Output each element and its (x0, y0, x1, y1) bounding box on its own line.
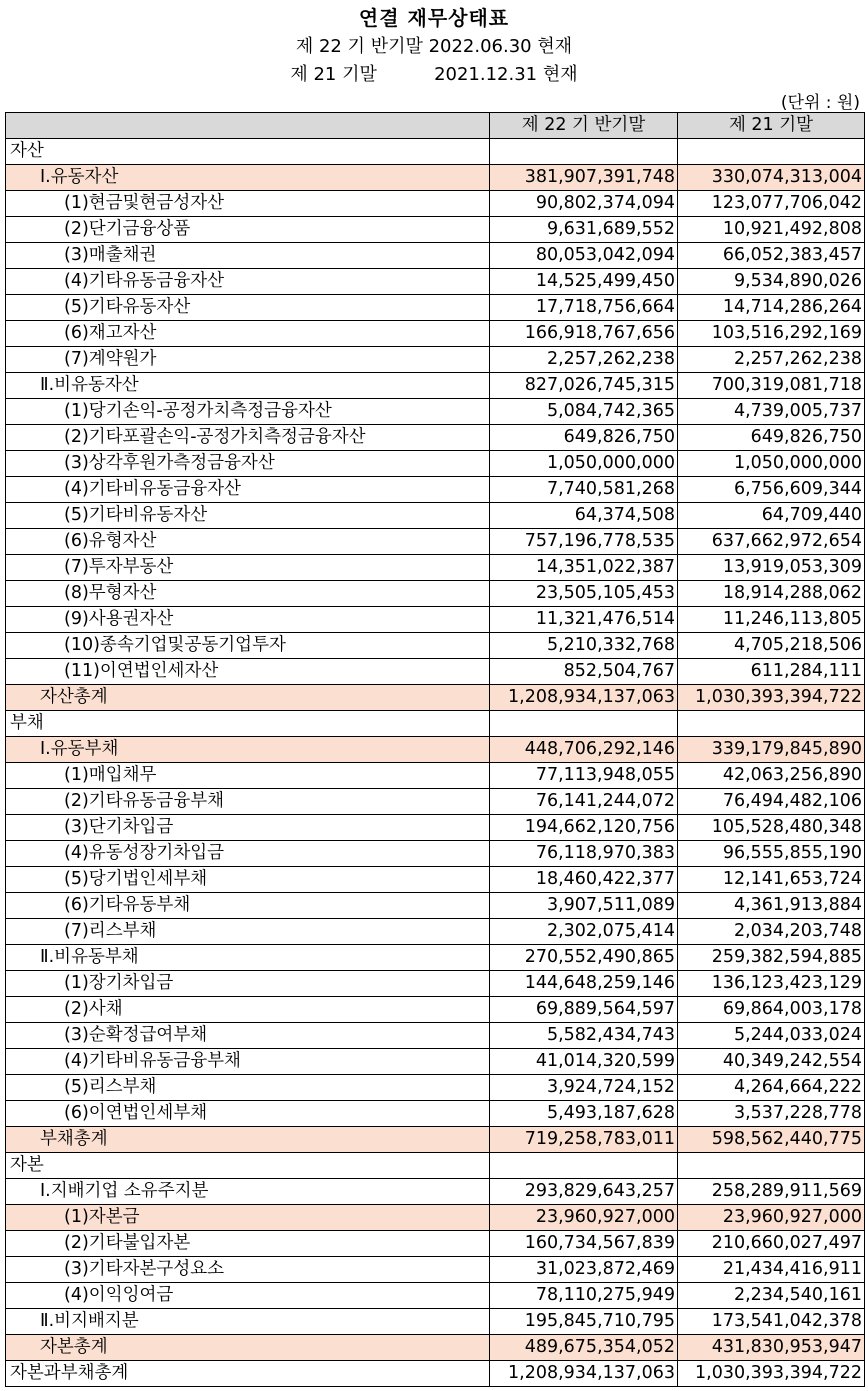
current-period-value-cell: 1,050,000,000 (490, 451, 678, 477)
current-period-value-cell (490, 139, 678, 165)
table-row (6, 581, 865, 607)
current-period-value-cell: 144,648,259,146 (490, 971, 678, 997)
account-name-cell: Ⅱ.비유동자산 (6, 373, 490, 399)
prior-period-value-cell: 1,030,393,394,722 (678, 685, 865, 711)
account-name-cell: (1)현금및현금성자산 (6, 191, 490, 217)
table-row (6, 399, 865, 425)
table-row (6, 139, 865, 165)
current-period-value-cell: 1,208,934,137,063 (490, 685, 678, 711)
current-period-value-cell: 80,053,042,094 (490, 243, 678, 269)
current-period-value-cell: 17,718,756,664 (490, 295, 678, 321)
account-name-cell: (5)리스부채 (6, 1075, 490, 1101)
account-name-cell: (6)기타유동부채 (6, 893, 490, 919)
account-name-cell: (2)기타포괄손익-공정가치측정금융자산 (6, 425, 490, 451)
current-period-value-cell: 649,826,750 (490, 425, 678, 451)
table-row (6, 1023, 865, 1049)
account-name-cell: 부채 (6, 711, 490, 737)
current-period-value-cell: 160,734,567,839 (490, 1231, 678, 1257)
table-row (6, 1049, 865, 1075)
current-period-value-cell: 14,525,499,450 (490, 269, 678, 295)
table-row (6, 555, 865, 581)
table-body (6, 139, 865, 1387)
prior-period-value-cell: 2,034,203,748 (678, 919, 865, 945)
table-row (6, 217, 865, 243)
table-row (6, 659, 865, 685)
prior-period-value-cell: 76,494,482,106 (678, 789, 865, 815)
account-name-cell: 자산 (6, 139, 490, 165)
table-row (6, 737, 865, 763)
account-name-cell: (11)이연법인세자산 (6, 659, 490, 685)
account-name-cell: 자본과부채총계 (6, 1361, 490, 1387)
current-period-value-cell: 827,026,745,315 (490, 373, 678, 399)
statement-header (0, 0, 868, 112)
current-period-value-cell: 18,460,422,377 (490, 867, 678, 893)
current-period-value-cell: 76,141,244,072 (490, 789, 678, 815)
table-row (6, 503, 865, 529)
account-name-cell: (6)이연법인세부채 (6, 1101, 490, 1127)
account-name-cell: (3)순확정급여부채 (6, 1023, 490, 1049)
table-row (6, 1335, 865, 1361)
table-header-row (6, 113, 865, 139)
prior-period-value-cell: 210,660,027,497 (678, 1231, 865, 1257)
account-name-cell: (8)무형자산 (6, 581, 490, 607)
table-row (6, 789, 865, 815)
table-row (6, 425, 865, 451)
prior-period-value-cell: 2,234,540,161 (678, 1283, 865, 1309)
account-name-cell: (3)상각후원가측정금융자산 (6, 451, 490, 477)
current-period-value-cell: 5,493,187,628 (490, 1101, 678, 1127)
prior-period-value-cell: 330,074,313,004 (678, 165, 865, 191)
current-period-value-cell: 852,504,767 (490, 659, 678, 685)
prior-period-value-cell: 649,826,750 (678, 425, 865, 451)
table-row (6, 1153, 865, 1179)
current-period-value-cell: 3,924,724,152 (490, 1075, 678, 1101)
current-period-value-cell: 2,302,075,414 (490, 919, 678, 945)
account-name-cell: 자본총계 (6, 1335, 490, 1361)
prior-period-value-cell: 637,662,972,654 (678, 529, 865, 555)
current-period-value-cell: 9,631,689,552 (490, 217, 678, 243)
prior-period-value-cell: 5,244,033,024 (678, 1023, 865, 1049)
account-name-cell: (5)기타유동자산 (6, 295, 490, 321)
table-row (6, 919, 865, 945)
account-name-cell: 자산총계 (6, 685, 490, 711)
account-name-cell: (1)당기손익-공정가치측정금융자산 (6, 399, 490, 425)
prior-period-value-cell: 4,361,913,884 (678, 893, 865, 919)
table-row (6, 477, 865, 503)
table-row (6, 165, 865, 191)
table-row (6, 633, 865, 659)
current-period-value-cell (490, 711, 678, 737)
table-row (6, 997, 865, 1023)
account-name-cell: Ⅰ.유동부채 (6, 737, 490, 763)
prior-period-value-cell: 123,077,706,042 (678, 191, 865, 217)
prior-period-value-cell: 21,434,416,911 (678, 1257, 865, 1283)
table-row (6, 1127, 865, 1153)
table-row (6, 529, 865, 555)
current-period-value-cell: 719,258,783,011 (490, 1127, 678, 1153)
account-name-cell: (10)종속기업및공동기업투자 (6, 633, 490, 659)
table-row (6, 451, 865, 477)
account-name-cell: Ⅰ.지배기업 소유주지분 (6, 1179, 490, 1205)
account-name-cell: (2)기타불입자본 (6, 1231, 490, 1257)
account-name-cell: (5)기타비유동자산 (6, 503, 490, 529)
account-name-cell: 자본 (6, 1153, 490, 1179)
account-name-cell: (3)기타자본구성요소 (6, 1257, 490, 1283)
account-name-cell: (4)기타비유동금융자산 (6, 477, 490, 503)
prior-period-value-cell: 103,516,292,169 (678, 321, 865, 347)
current-period-label: 제 22 기 반기말 2022.06.30 현재 (295, 36, 573, 57)
table-row (6, 841, 865, 867)
prior-period-value-cell: 258,289,911,569 (678, 1179, 865, 1205)
table-row (6, 1309, 865, 1335)
table-row (6, 1205, 865, 1231)
account-name-cell: (2)단기금융상품 (6, 217, 490, 243)
prior-period-value-cell: 18,914,288,062 (678, 581, 865, 607)
prior-period-value-cell: 10,921,492,808 (678, 217, 865, 243)
account-name-cell: (3)단기차입금 (6, 815, 490, 841)
prior-period-value-cell: 259,382,594,885 (678, 945, 865, 971)
table-row (6, 243, 865, 269)
current-period-value-cell: 448,706,292,146 (490, 737, 678, 763)
current-period-value-cell: 14,351,022,387 (490, 555, 678, 581)
account-name-cell: Ⅱ.비지배지분 (6, 1309, 490, 1335)
account-name-cell: (4)이익잉여금 (6, 1283, 490, 1309)
account-name-cell: (7)투자부동산 (6, 555, 490, 581)
account-name-cell: Ⅰ.유동자산 (6, 165, 490, 191)
prior-period-value-cell (678, 711, 865, 737)
table-row (6, 607, 865, 633)
account-name-cell: (1)자본금 (6, 1205, 490, 1231)
current-period-value-cell: 7,740,581,268 (490, 477, 678, 503)
current-period-value-cell: 1,208,934,137,063 (490, 1361, 678, 1387)
table-row (6, 347, 865, 373)
table-row (6, 1257, 865, 1283)
current-period-value-cell: 23,960,927,000 (490, 1205, 678, 1231)
current-period-value-cell: 23,505,105,453 (490, 581, 678, 607)
current-period-value-cell: 3,907,511,089 (490, 893, 678, 919)
current-period-value-cell: 2,257,262,238 (490, 347, 678, 373)
current-period-value-cell: 5,084,742,365 (490, 399, 678, 425)
current-period-value-cell: 195,845,710,795 (490, 1309, 678, 1335)
current-period-value-cell: 41,014,320,599 (490, 1049, 678, 1075)
current-period-value-cell: 5,582,434,743 (490, 1023, 678, 1049)
account-name-cell: (3)매출채권 (6, 243, 490, 269)
prior-period-value-cell: 105,528,480,348 (678, 815, 865, 841)
table-row (6, 1179, 865, 1205)
table-row (6, 971, 865, 997)
account-name-cell: (1)장기차입금 (6, 971, 490, 997)
prior-period-value-cell: 4,705,218,506 (678, 633, 865, 659)
current-period-value-cell (490, 1153, 678, 1179)
prior-period-value-cell: 173,541,042,378 (678, 1309, 865, 1335)
current-period-value-cell: 31,023,872,469 (490, 1257, 678, 1283)
table-row (6, 1283, 865, 1309)
prior-period-value-cell: 11,246,113,805 (678, 607, 865, 633)
prior-period-label: 제 21 기말 2021.12.31 현재 (290, 64, 578, 85)
prior-period-value-cell: 12,141,653,724 (678, 867, 865, 893)
account-name-cell: (7)리스부채 (6, 919, 490, 945)
current-period-value-cell: 194,662,120,756 (490, 815, 678, 841)
prior-period-value-cell: 69,864,003,178 (678, 997, 865, 1023)
current-period-value-cell: 5,210,332,768 (490, 633, 678, 659)
balance-sheet-table (5, 112, 865, 1387)
account-name-cell: Ⅱ.비유동부채 (6, 945, 490, 971)
table-row (6, 295, 865, 321)
current-period-value-cell: 69,889,564,597 (490, 997, 678, 1023)
current-period-value-cell: 293,829,643,257 (490, 1179, 678, 1205)
prior-period-value-cell: 13,919,053,309 (678, 555, 865, 581)
account-name-cell: (4)기타유동금융자산 (6, 269, 490, 295)
prior-period-value-cell: 14,714,286,264 (678, 295, 865, 321)
account-name-cell: 부채총계 (6, 1127, 490, 1153)
table-row (6, 269, 865, 295)
current-period-value-cell: 381,907,391,748 (490, 165, 678, 191)
table-row (6, 191, 865, 217)
prior-period-value-cell: 339,179,845,890 (678, 737, 865, 763)
account-name-cell: (4)유동성장기차입금 (6, 841, 490, 867)
current-period-value-cell: 11,321,476,514 (490, 607, 678, 633)
prior-period-value-cell: 611,284,111 (678, 659, 865, 685)
prior-period-value-cell: 136,123,423,129 (678, 971, 865, 997)
prior-period-value-cell: 4,264,664,222 (678, 1075, 865, 1101)
column-header-account (6, 113, 490, 139)
table-row (6, 763, 865, 789)
current-period-value-cell: 77,113,948,055 (490, 763, 678, 789)
current-period-value-cell: 166,918,767,656 (490, 321, 678, 347)
table-row (6, 1361, 865, 1387)
prior-period-value-cell: 431,830,953,947 (678, 1335, 865, 1361)
account-name-cell: (1)매입채무 (6, 763, 490, 789)
unit-label: (단위 : 원) (780, 93, 860, 113)
prior-period-value-cell: 1,050,000,000 (678, 451, 865, 477)
current-period-value-cell: 270,552,490,865 (490, 945, 678, 971)
table-row (6, 893, 865, 919)
prior-period-value-cell: 23,960,927,000 (678, 1205, 865, 1231)
prior-period-value-cell: 4,739,005,737 (678, 399, 865, 425)
prior-period-value-cell: 40,349,242,554 (678, 1049, 865, 1075)
account-name-cell: (2)사채 (6, 997, 490, 1023)
table-row (6, 1231, 865, 1257)
current-period-value-cell: 76,118,970,383 (490, 841, 678, 867)
table-row (6, 321, 865, 347)
prior-period-value-cell: 1,030,393,394,722 (678, 1361, 865, 1387)
account-name-cell: (6)재고자산 (6, 321, 490, 347)
table-row (6, 711, 865, 737)
current-period-value-cell: 64,374,508 (490, 503, 678, 529)
table-row (6, 1075, 865, 1101)
prior-period-value-cell: 66,052,383,457 (678, 243, 865, 269)
current-period-value-cell: 90,802,374,094 (490, 191, 678, 217)
column-header-current: 제 22 기 반기말 (490, 113, 678, 139)
current-period-value-cell: 78,110,275,949 (490, 1283, 678, 1309)
account-name-cell: (4)기타비유동금융부채 (6, 1049, 490, 1075)
table-row (6, 867, 865, 893)
table-row (6, 373, 865, 399)
table-row (6, 685, 865, 711)
statement-title: 연결 재무상태표 (358, 6, 510, 30)
prior-period-value-cell: 9,534,890,026 (678, 269, 865, 295)
account-name-cell: (5)당기법인세부채 (6, 867, 490, 893)
account-name-cell: (9)사용권자산 (6, 607, 490, 633)
prior-period-value-cell: 42,063,256,890 (678, 763, 865, 789)
table-row (6, 945, 865, 971)
prior-period-value-cell: 96,555,855,190 (678, 841, 865, 867)
prior-period-value-cell: 700,319,081,718 (678, 373, 865, 399)
current-period-value-cell: 489,675,354,052 (490, 1335, 678, 1361)
prior-period-value-cell: 6,756,609,344 (678, 477, 865, 503)
prior-period-value-cell (678, 1153, 865, 1179)
prior-period-value-cell: 64,709,440 (678, 503, 865, 529)
prior-period-value-cell: 3,537,228,778 (678, 1101, 865, 1127)
table-row (6, 815, 865, 841)
prior-period-value-cell: 2,257,262,238 (678, 347, 865, 373)
prior-period-value-cell: 598,562,440,775 (678, 1127, 865, 1153)
column-header-prior: 제 21 기말 (678, 113, 865, 139)
account-name-cell: (7)계약원가 (6, 347, 490, 373)
account-name-cell: (6)유형자산 (6, 529, 490, 555)
table-row (6, 1101, 865, 1127)
account-name-cell: (2)기타유동금융부채 (6, 789, 490, 815)
prior-period-value-cell (678, 139, 865, 165)
current-period-value-cell: 757,196,778,535 (490, 529, 678, 555)
